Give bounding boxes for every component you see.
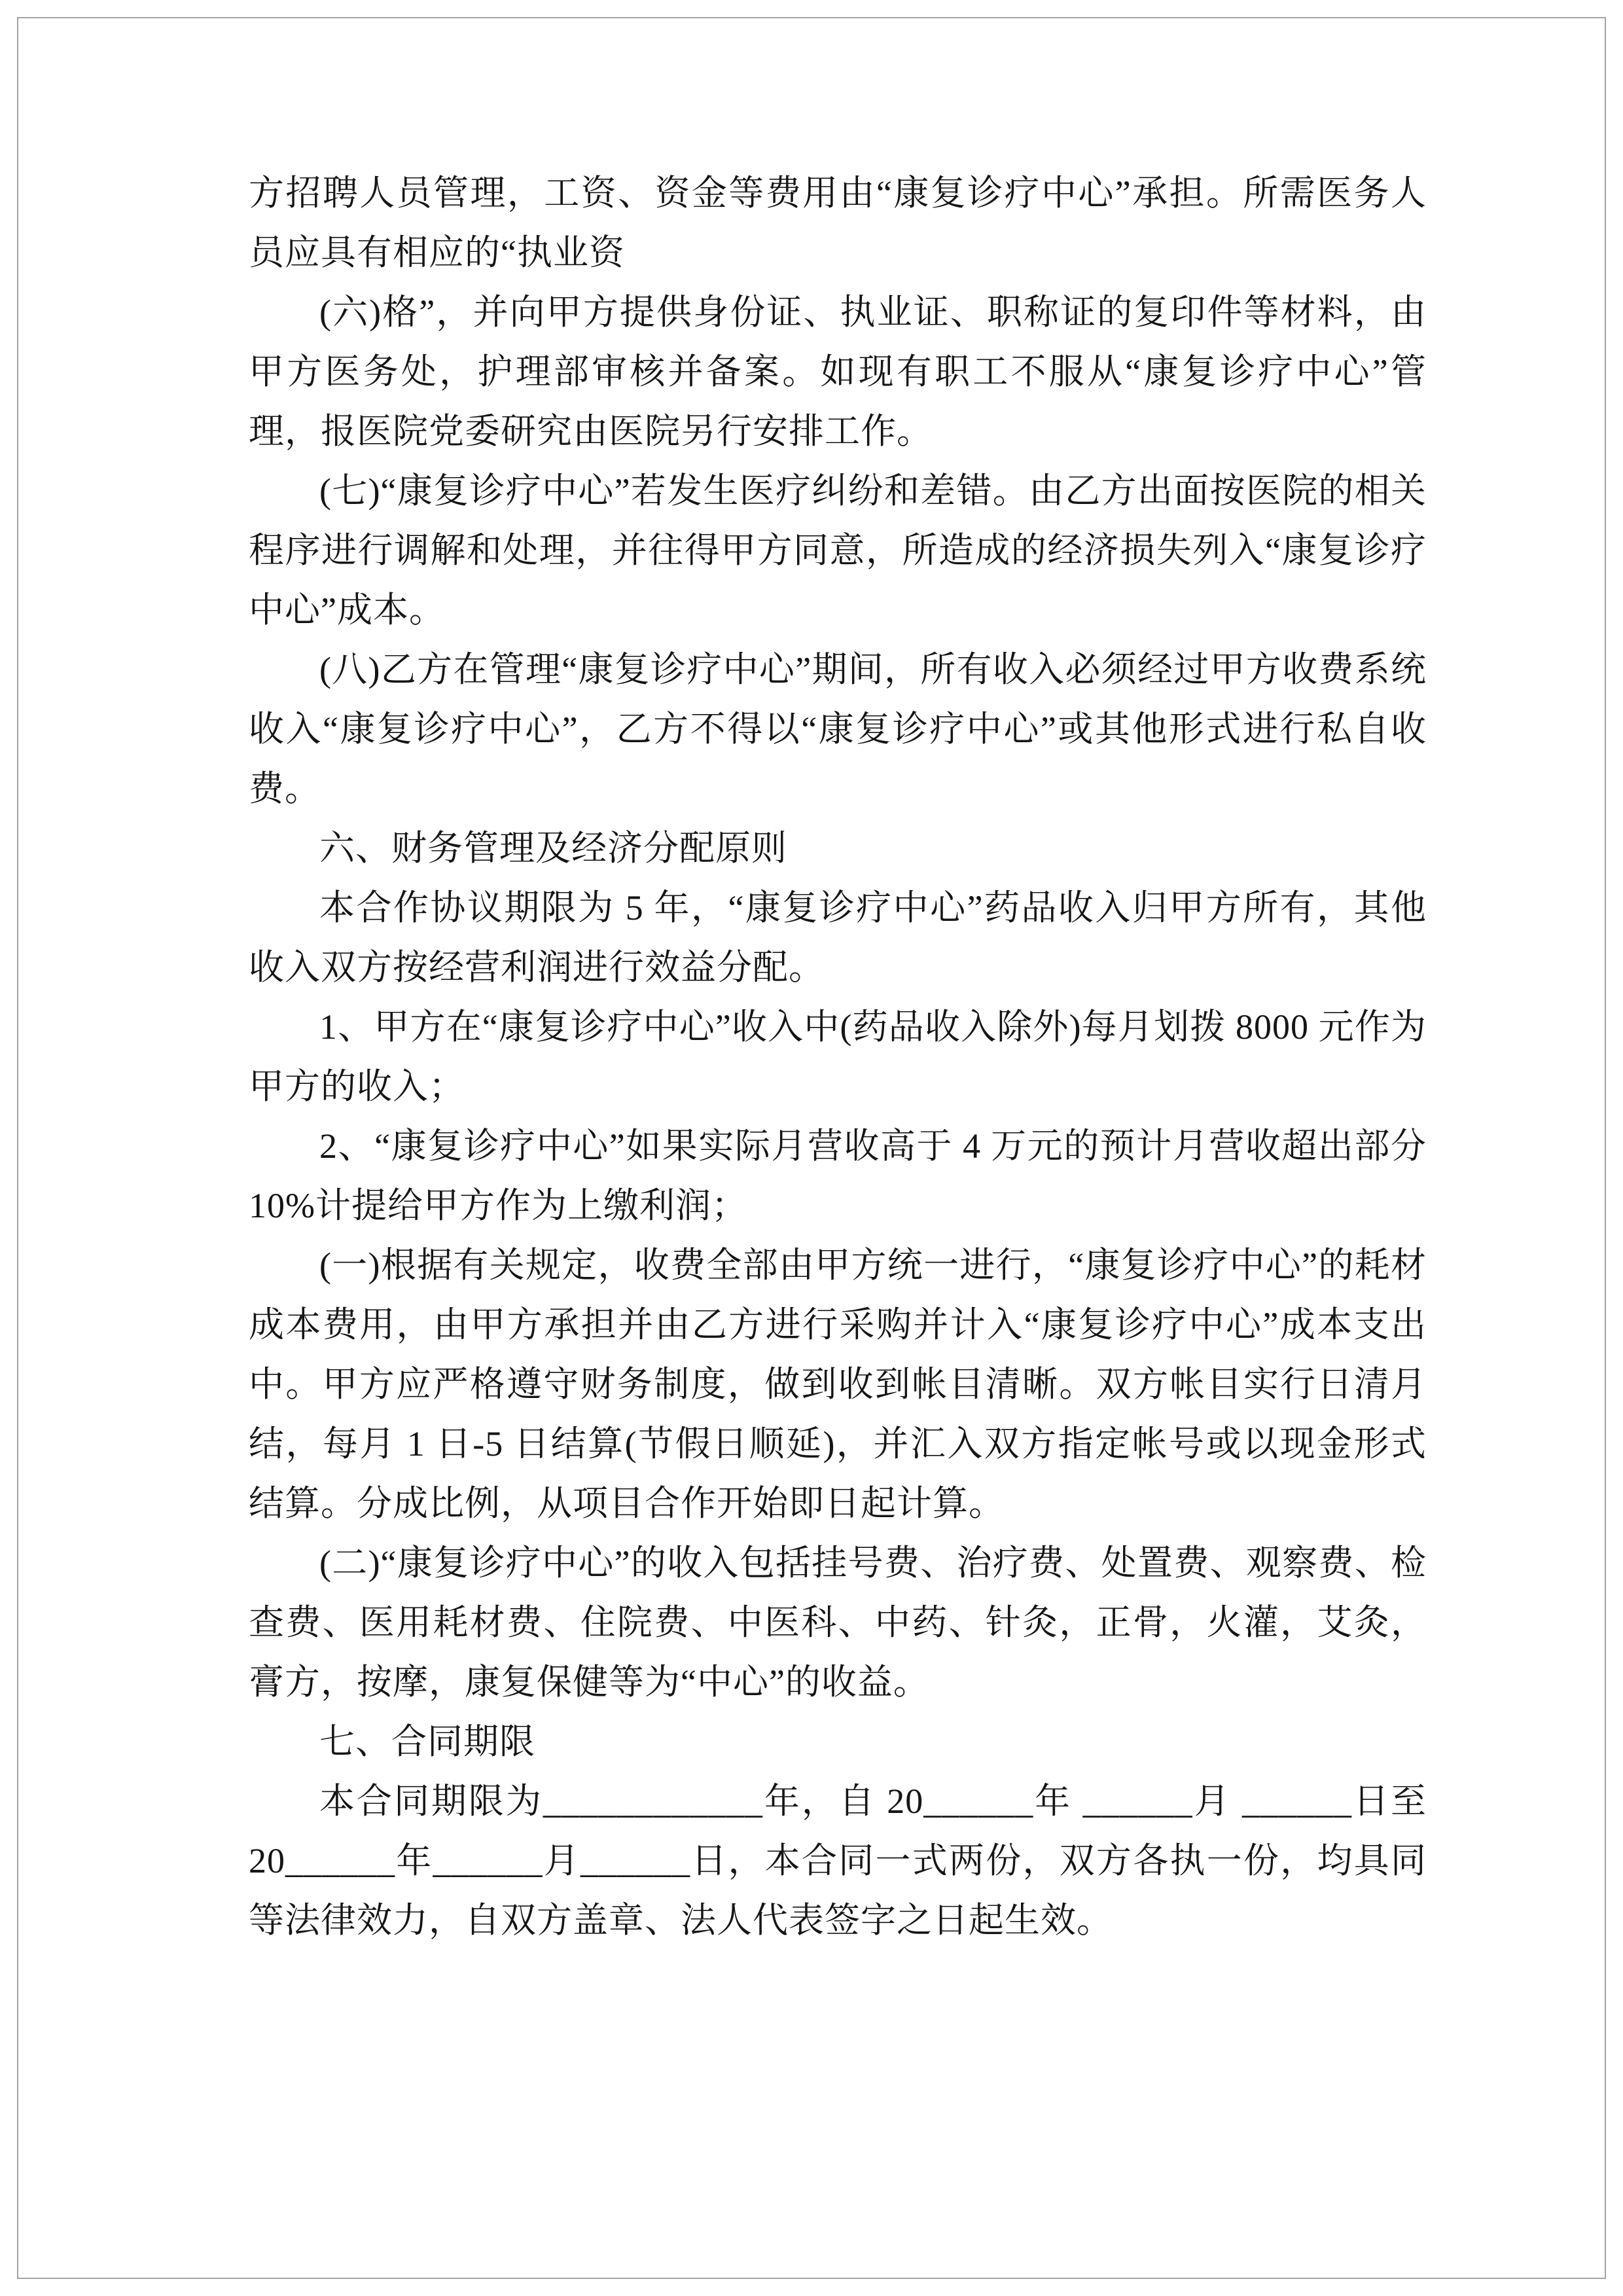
paragraph-finance-item-1: 1、甲方在“康复诊疗中心”收入中(药品收入除外)每月划拨 8000 元作为甲方的收入； — [249, 1007, 1427, 1106]
contract-body — [249, 164, 1427, 1950]
paragraph-finance-item-2: 2、“康复诊疗中心”如果实际月营收高于 4 万元的预计月营收超出部分 10%计提给甲方作为上缴利润； — [249, 1126, 1427, 1225]
paragraph-clause-6: (六)格”，并向甲方提供身份证、执业证、职称证的复印件等材料，由甲方医务处，护理部审核并备案。如现有职工不服从“康复诊疗中心”管理，报医院党委研究由医院另行安排工作。 — [249, 293, 1427, 451]
section-heading-term: 七、合同期限 — [319, 1722, 535, 1761]
section-heading-finance: 六、财务管理及经济分配原则 — [319, 829, 787, 868]
paragraph-finance-rule-1: (一)根据有关规定，收费全部由甲方统一进行，“康复诊疗中心”的耗材成本费用，由甲方承担并由乙方进行采购并计入“康复诊疗中心”成本支出中。甲方应严格遵守财务制度，做到收到帐目清晰。双方帐目实行日清月结，每月 1 日-5 日结算(节假日顺延)，并汇入双方指定帐号或以现金形式结算。分成比例，从项目合作开始即日起计算。 — [249, 1246, 1427, 1523]
paragraph-continuation: 方招聘人员管理，工资、资金等费用由“康复诊疗中心”承担。所需医务人员应具有相应的“执业资 — [249, 173, 1427, 272]
paragraph-clause-7: (七)“康复诊疗中心”若发生医疗纠纷和差错。由乙方出面按医院的相关程序进行调解和处理，并往得甲方同意，所造成的经济损失列入“康复诊疗中心”成本。 — [249, 471, 1427, 630]
paragraph-finance-intro: 本合作协议期限为 5 年，“康复诊疗中心”药品收入归甲方所有，其他收入双方按经营利润进行效益分配。 — [249, 888, 1427, 987]
paragraph-clause-8: (八)乙方在管理“康复诊疗中心”期间，所有收入必须经过甲方收费系统收入“康复诊疗中心”，乙方不得以“康复诊疗中心”或其他形式进行私自收费。 — [249, 650, 1427, 808]
paragraph-term-details: 本合同期限为____________年，自 20______年 ______月 ______日至 20______年______月______日，本合同一式两份，双方各执一份，均具同等法律效力，自双方盖章、法人代表签字之日起生效。 — [249, 1782, 1427, 1940]
paragraph-finance-rule-2: (二)“康复诊疗中心”的收入包括挂号费、治疗费、处置费、观察费、检查费、医用耗材费、住院费、中医科、中药、针灸，正骨，火灌，艾灸，膏方，按摩，康复保健等为“中心”的收益。 — [249, 1543, 1427, 1702]
